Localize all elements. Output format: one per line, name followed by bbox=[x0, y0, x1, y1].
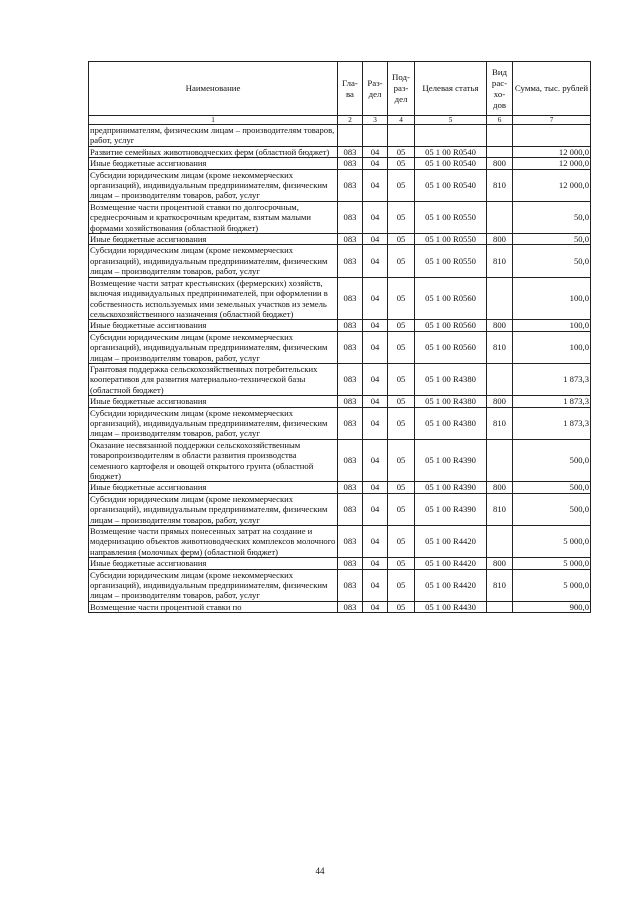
row-glava-cell: 083 bbox=[338, 407, 363, 439]
row-summa-cell: 100,0 bbox=[513, 277, 591, 320]
row-podrazdel-cell: 05 bbox=[388, 407, 415, 439]
row-glava-cell: 083 bbox=[338, 363, 363, 395]
row-statya-cell: 05 1 00 R0550 bbox=[415, 245, 487, 277]
row-summa-cell: 500,0 bbox=[513, 439, 591, 482]
row-name-cell: Возмещение части процентной ставки по bbox=[89, 601, 338, 612]
row-vid-cell bbox=[487, 125, 513, 147]
row-glava-cell: 083 bbox=[338, 320, 363, 331]
row-summa-cell: 1 873,3 bbox=[513, 363, 591, 395]
row-name-cell: Оказание несвязанной поддержки сельскохозяйственным товаропроизводителям в области развития производства семенного картофеля и овощей открытого грунта (областной бюджет) bbox=[89, 439, 338, 482]
row-summa-cell: 100,0 bbox=[513, 320, 591, 331]
row-summa-cell: 5 000,0 bbox=[513, 558, 591, 569]
row-podrazdel-cell: 05 bbox=[388, 482, 415, 493]
row-podrazdel-cell: 05 bbox=[388, 601, 415, 612]
column-number-row bbox=[89, 116, 591, 125]
row-glava-cell: 083 bbox=[338, 245, 363, 277]
row-summa-cell: 12 000,0 bbox=[513, 158, 591, 169]
row-razdel-cell: 04 bbox=[363, 396, 388, 407]
row-razdel-cell: 04 bbox=[363, 320, 388, 331]
row-vid-cell: 810 bbox=[487, 169, 513, 201]
row-summa-cell bbox=[513, 125, 591, 147]
row-statya-cell: 05 1 00 R0560 bbox=[415, 331, 487, 363]
row-vid-cell bbox=[487, 146, 513, 157]
row-razdel-cell: 04 bbox=[363, 201, 388, 233]
table-row bbox=[89, 493, 591, 525]
table-row bbox=[89, 125, 591, 147]
row-vid-cell: 800 bbox=[487, 558, 513, 569]
row-name-cell: Иные бюджетные ассигнования bbox=[89, 234, 338, 245]
row-podrazdel-cell: 05 bbox=[388, 439, 415, 482]
row-summa-cell: 50,0 bbox=[513, 201, 591, 233]
row-statya-cell: 05 1 00 R0550 bbox=[415, 201, 487, 233]
header-tselevaya: Целевая статья bbox=[415, 62, 487, 116]
row-name-cell: Субсидии юридическим лицам (кроме некоммерческих организаций), индивидуальным предпринимателям, физическим лицам – производителям товаров, работ, услуг bbox=[89, 407, 338, 439]
row-name-cell: Субсидии юридическим лицам (кроме некоммерческих организаций), индивидуальным предпринимателям, физическим лицам – производителям товаров, работ, услуг bbox=[89, 245, 338, 277]
table-row bbox=[89, 234, 591, 245]
table-row bbox=[89, 277, 591, 320]
row-podrazdel-cell: 05 bbox=[388, 396, 415, 407]
row-glava-cell: 083 bbox=[338, 493, 363, 525]
header-summa: Сумма, тыс. рублей bbox=[513, 62, 591, 116]
row-name-cell: Иные бюджетные ассигнования bbox=[89, 396, 338, 407]
row-name-cell: Грантовая поддержка сельскохозяйственных потребительских кооперативов для развития материально-технической базы (областной бюджет) bbox=[89, 363, 338, 395]
row-podrazdel-cell: 05 bbox=[388, 331, 415, 363]
row-statya-cell: 05 1 00 R4380 bbox=[415, 407, 487, 439]
row-razdel-cell: 04 bbox=[363, 407, 388, 439]
row-podrazdel-cell bbox=[388, 125, 415, 147]
table-header-row bbox=[89, 62, 591, 116]
row-glava-cell: 083 bbox=[338, 277, 363, 320]
row-razdel-cell: 04 bbox=[363, 277, 388, 320]
row-razdel-cell: 04 bbox=[363, 439, 388, 482]
row-statya-cell: 05 1 00 R4430 bbox=[415, 601, 487, 612]
row-vid-cell: 800 bbox=[487, 158, 513, 169]
row-glava-cell: 083 bbox=[338, 601, 363, 612]
row-glava-cell: 083 bbox=[338, 569, 363, 601]
row-vid-cell: 810 bbox=[487, 331, 513, 363]
header-razdel: Раз-дел bbox=[363, 62, 388, 116]
column-number: 2 bbox=[338, 116, 363, 125]
row-vid-cell: 800 bbox=[487, 320, 513, 331]
row-statya-cell: 05 1 00 R0540 bbox=[415, 169, 487, 201]
row-glava-cell: 083 bbox=[338, 146, 363, 157]
header-vid: Вид рас-хо-дов bbox=[487, 62, 513, 116]
column-number: 7 bbox=[513, 116, 591, 125]
row-glava-cell bbox=[338, 125, 363, 147]
row-vid-cell bbox=[487, 601, 513, 612]
row-podrazdel-cell: 05 bbox=[388, 146, 415, 157]
row-glava-cell: 083 bbox=[338, 558, 363, 569]
row-summa-cell: 50,0 bbox=[513, 245, 591, 277]
column-number: 6 bbox=[487, 116, 513, 125]
page-number: 44 bbox=[315, 866, 325, 876]
row-glava-cell: 083 bbox=[338, 234, 363, 245]
row-razdel-cell: 04 bbox=[363, 558, 388, 569]
table-row bbox=[89, 407, 591, 439]
row-glava-cell: 083 bbox=[338, 439, 363, 482]
row-podrazdel-cell: 05 bbox=[388, 234, 415, 245]
row-glava-cell: 083 bbox=[338, 526, 363, 558]
row-razdel-cell: 04 bbox=[363, 169, 388, 201]
header-name: Наименование bbox=[89, 62, 338, 116]
row-summa-cell: 900,0 bbox=[513, 601, 591, 612]
header-podrazdel: Под-раз-дел bbox=[388, 62, 415, 116]
row-vid-cell: 810 bbox=[487, 493, 513, 525]
row-razdel-cell: 04 bbox=[363, 526, 388, 558]
row-summa-cell: 12 000,0 bbox=[513, 146, 591, 157]
row-name-cell: Иные бюджетные ассигнования bbox=[89, 158, 338, 169]
row-razdel-cell: 04 bbox=[363, 158, 388, 169]
row-vid-cell bbox=[487, 439, 513, 482]
row-vid-cell bbox=[487, 526, 513, 558]
row-statya-cell: 05 1 00 R0560 bbox=[415, 277, 487, 320]
row-statya-cell: 05 1 00 R0540 bbox=[415, 146, 487, 157]
header-glava: Гла-ва bbox=[338, 62, 363, 116]
row-name-cell: Субсидии юридическим лицам (кроме некоммерческих организаций), индивидуальным предпринимателям, физическим лицам – производителям товаров, работ, услуг bbox=[89, 331, 338, 363]
table-row bbox=[89, 558, 591, 569]
row-summa-cell: 1 873,3 bbox=[513, 396, 591, 407]
row-glava-cell: 083 bbox=[338, 396, 363, 407]
row-name-cell: Развитие семейных животноводческих ферм (областной бюджет) bbox=[89, 146, 338, 157]
row-podrazdel-cell: 05 bbox=[388, 158, 415, 169]
row-razdel-cell: 04 bbox=[363, 234, 388, 245]
column-number: 5 bbox=[415, 116, 487, 125]
table-row bbox=[89, 439, 591, 482]
row-statya-cell: 05 1 00 R4420 bbox=[415, 569, 487, 601]
row-podrazdel-cell: 05 bbox=[388, 558, 415, 569]
row-razdel-cell: 04 bbox=[363, 146, 388, 157]
row-name-cell: Возмещение части процентной ставки по долгосрочным, среднесрочным и краткосрочным кредитам, взятым малыми формами хозяйствования (областной бюджет) bbox=[89, 201, 338, 233]
row-vid-cell: 810 bbox=[487, 569, 513, 601]
row-name-cell: Возмещение части прямых понесенных затрат на создание и модернизацию объектов животноводческих комплексов молочного направления (молочных ферм) (областной бюджет) bbox=[89, 526, 338, 558]
table-body bbox=[89, 125, 591, 613]
row-glava-cell: 083 bbox=[338, 331, 363, 363]
table-row bbox=[89, 526, 591, 558]
row-name-cell: Иные бюджетные ассигнования bbox=[89, 558, 338, 569]
row-statya-cell: 05 1 00 R4390 bbox=[415, 439, 487, 482]
row-summa-cell: 1 873,3 bbox=[513, 407, 591, 439]
row-statya-cell bbox=[415, 125, 487, 147]
row-summa-cell: 5 000,0 bbox=[513, 526, 591, 558]
row-summa-cell: 500,0 bbox=[513, 493, 591, 525]
row-name-cell: Субсидии юридическим лицам (кроме некоммерческих организаций), индивидуальным предпринимателям, физическим лицам – производителям товаров, работ, услуг bbox=[89, 169, 338, 201]
row-podrazdel-cell: 05 bbox=[388, 363, 415, 395]
row-razdel-cell: 04 bbox=[363, 331, 388, 363]
row-vid-cell: 800 bbox=[487, 396, 513, 407]
row-podrazdel-cell: 05 bbox=[388, 526, 415, 558]
row-vid-cell bbox=[487, 277, 513, 320]
row-name-cell: предпринимателям, физическим лицам – производителям товаров, работ, услуг bbox=[89, 125, 338, 147]
row-statya-cell: 05 1 00 R4380 bbox=[415, 363, 487, 395]
table-row bbox=[89, 146, 591, 157]
column-number: 3 bbox=[363, 116, 388, 125]
row-podrazdel-cell: 05 bbox=[388, 320, 415, 331]
row-summa-cell: 500,0 bbox=[513, 482, 591, 493]
row-glava-cell: 083 bbox=[338, 158, 363, 169]
row-name-cell: Возмещение части затрат крестьянских (фермерских) хозяйств, включая индивидуальных предпринимателей, при оформлении в собственность используемых ими земельных участков из земель сельскохозяйственного назначения (областной бюджет) bbox=[89, 277, 338, 320]
row-statya-cell: 05 1 00 R0550 bbox=[415, 234, 487, 245]
table-row bbox=[89, 569, 591, 601]
row-name-cell: Иные бюджетные ассигнования bbox=[89, 320, 338, 331]
row-statya-cell: 05 1 00 R4380 bbox=[415, 396, 487, 407]
row-podrazdel-cell: 05 bbox=[388, 569, 415, 601]
row-vid-cell: 810 bbox=[487, 407, 513, 439]
row-razdel-cell: 04 bbox=[363, 245, 388, 277]
table-row bbox=[89, 482, 591, 493]
table-row bbox=[89, 396, 591, 407]
row-podrazdel-cell: 05 bbox=[388, 201, 415, 233]
row-statya-cell: 05 1 00 R4390 bbox=[415, 493, 487, 525]
table-row bbox=[89, 169, 591, 201]
row-razdel-cell: 04 bbox=[363, 482, 388, 493]
column-number: 4 bbox=[388, 116, 415, 125]
column-number: 1 bbox=[89, 116, 338, 125]
row-name-cell: Иные бюджетные ассигнования bbox=[89, 482, 338, 493]
row-razdel-cell: 04 bbox=[363, 363, 388, 395]
row-summa-cell: 5 000,0 bbox=[513, 569, 591, 601]
row-razdel-cell: 04 bbox=[363, 493, 388, 525]
table-row bbox=[89, 601, 591, 612]
row-summa-cell: 12 000,0 bbox=[513, 169, 591, 201]
row-vid-cell: 800 bbox=[487, 482, 513, 493]
table-row bbox=[89, 158, 591, 169]
row-statya-cell: 05 1 00 R4420 bbox=[415, 526, 487, 558]
table-row bbox=[89, 320, 591, 331]
row-razdel-cell: 04 bbox=[363, 569, 388, 601]
row-statya-cell: 05 1 00 R4390 bbox=[415, 482, 487, 493]
row-statya-cell: 05 1 00 R0540 bbox=[415, 158, 487, 169]
row-vid-cell bbox=[487, 363, 513, 395]
table-row bbox=[89, 245, 591, 277]
row-podrazdel-cell: 05 bbox=[388, 493, 415, 525]
row-razdel-cell: 04 bbox=[363, 601, 388, 612]
row-glava-cell: 083 bbox=[338, 201, 363, 233]
table-row bbox=[89, 201, 591, 233]
row-name-cell: Субсидии юридическим лицам (кроме некоммерческих организаций), индивидуальным предпринимателям, физическим лицам – производителям товаров, работ, услуг bbox=[89, 569, 338, 601]
table-row bbox=[89, 363, 591, 395]
row-podrazdel-cell: 05 bbox=[388, 277, 415, 320]
row-summa-cell: 100,0 bbox=[513, 331, 591, 363]
row-podrazdel-cell: 05 bbox=[388, 245, 415, 277]
row-vid-cell bbox=[487, 201, 513, 233]
row-vid-cell: 810 bbox=[487, 245, 513, 277]
row-statya-cell: 05 1 00 R4420 bbox=[415, 558, 487, 569]
row-razdel-cell bbox=[363, 125, 388, 147]
table-row bbox=[89, 331, 591, 363]
row-name-cell: Субсидии юридическим лицам (кроме некоммерческих организаций), индивидуальным предпринимателям, физическим лицам – производителям товаров, работ, услуг bbox=[89, 493, 338, 525]
row-summa-cell: 50,0 bbox=[513, 234, 591, 245]
row-glava-cell: 083 bbox=[338, 169, 363, 201]
row-vid-cell: 800 bbox=[487, 234, 513, 245]
row-podrazdel-cell: 05 bbox=[388, 169, 415, 201]
row-statya-cell: 05 1 00 R0560 bbox=[415, 320, 487, 331]
budget-table bbox=[88, 61, 591, 613]
row-glava-cell: 083 bbox=[338, 482, 363, 493]
